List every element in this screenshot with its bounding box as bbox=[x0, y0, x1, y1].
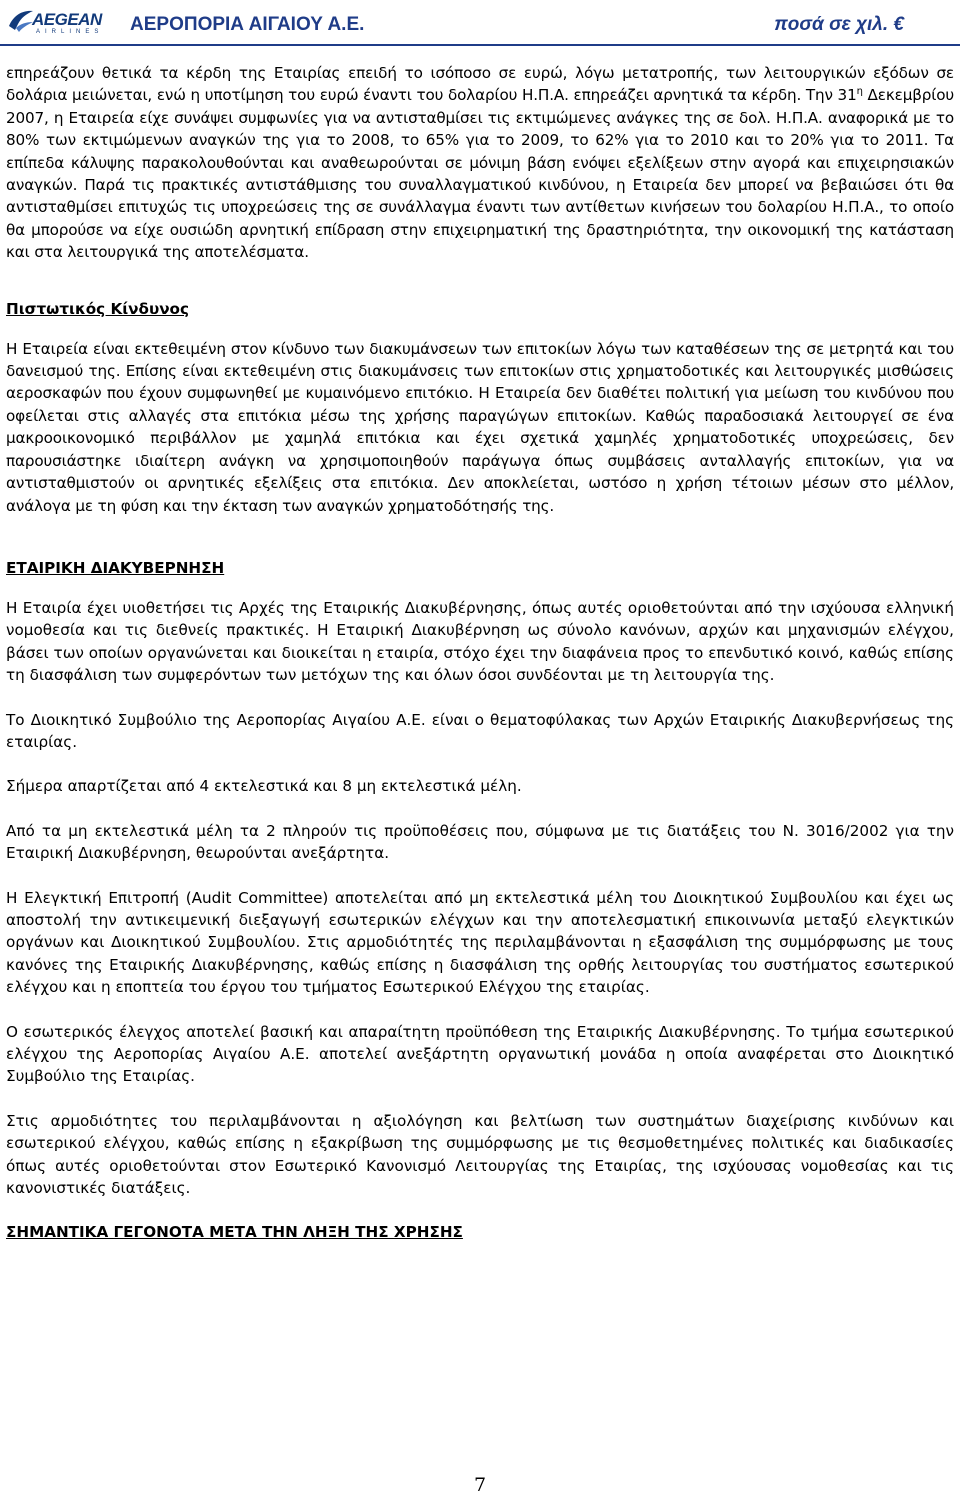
page-header bbox=[0, 0, 960, 44]
logo-subtext: AIRLINES bbox=[36, 29, 104, 35]
governance-paragraph-6: Ο εσωτερικός έλεγχος αποτελεί βασική και απαραίτητη προϋπόθεση της Εταιρικής Διακυβέρνησης. Το τμήμα εσωτερικού ελέγχου της Αεροπορίας Αιγαίου Α.Ε. αποτελεί ανεξάρτητη οργανωτική μονάδα η οποία αναφέρεται στο Διοικητικό Συμβούλιο της Εταιρίας. bbox=[6, 1022, 954, 1086]
ordinal-superscript: η bbox=[856, 86, 863, 98]
intro-paragraph bbox=[6, 62, 954, 264]
aegean-logo bbox=[6, 4, 104, 38]
company-name: ΑΕΡΟΠΟΡΙΑ ΑΙΓΑΙΟΥ Α.Ε. bbox=[130, 14, 365, 35]
governance-paragraph-7: Στις αρμοδιότητες του περιλαμβάνονται η αξιολόγηση και βελτίωση των συστημάτων διαχείρισης κινδύνων και εσωτερικού ελέγχου, καθώς επίσης η εξακρίβωση της συμμόρφωσης με τις θεσμοθετημένες πολιτικές και διαδικασίες όπως αυτές οριοθετούνται στον Εσωτερικό Κανονισμό Λειτουργίας της Εταιρίας, της ισχύουσας νομοθεσίας και τις κανονιστικές διατάξεις. bbox=[6, 1111, 954, 1198]
credit-risk-paragraph: Η Εταιρεία είναι εκτεθειμένη στον κίνδυνο των διακυμάνσεων των επιτοκίων λόγω των καταθέσεων της σε μετρητά και του δανεισμού της. Επίσης είναι εκτεθειμένη στις διακυμάνσεις των επιτοκίων στις χρηματοδοτικές και λειτουργικές μισθώσεις αεροσκαφών που έχουν συμφωνηθεί με κυμαινόμενο επιτόκιο. Η Εταιρεία δεν διαθέτει πολιτική για μείωση του κινδύνου που οφείλεται στις αλλαγές στα επιτόκια μέσω της χρήσης παραγώγων επιτοκίων. Καθώς παραδοσιακά λειτουργεί σε ένα μακροοικονομικό περιβάλλον με χαμηλά επιτόκια και έχει σχετικά χαμηλές χρηματοδοτικές υποχρεώσεις, δεν παρουσιάστηκε ιδιαίτερη ανάγκη να χρησιμοποιηθούν παράγωγα όπως συμβάσεις ανταλλαγής επιτοκίων, για να αντισταθμιστούν οι αρνητικές εξελίξεις στα επιτόκια. Δεν αποκλείεται, ωστόσο η χρήση τέτοιων μέσων στο μέλλον, ανάλογα με τη φύση και την έκταση των αναγκών χρηματοδότησής της. bbox=[6, 339, 954, 515]
governance-heading: ΕΤΑΙΡΙΚΗ ΔΙΑΚΥΒΕΡΝΗΣΗ bbox=[6, 558, 225, 577]
governance-paragraph-3: Σήμερα απαρτίζεται από 4 εκτελεστικά και 8 μη εκτελεστικά μέλη. bbox=[6, 777, 522, 796]
governance-paragraph-5: Η Ελεγκτική Επιτροπή (Audit Committee) αποτελείται από μη εκτελεστικά μέλη του Διοικητικού Συμβουλίου και έχει ως αποστολή την αντικειμενική διεξαγωγή εσωτερικών ελέγχων και την αποτελεσματική επικοινωνία μεταξύ ελεγκτικών οργάνων και Διοικητικού Συμβουλίου. Στις αρμοδιότητές της περιλαμβάνονται η εξασφάλιση της συμμόρφωσης με τους κανόνες της Εταιρικής Διακυβέρνησης, καθώς επίσης η διασφάλιση της ορθής λειτουργίας του συστήματος εσωτερικού ελέγχου και η εποπτεία του έργου του τμήματος Εσωτερικού Ελέγχου της εταιρίας. bbox=[6, 888, 954, 997]
logo-wordmark: AEGEAN bbox=[32, 10, 102, 29]
header-divider bbox=[0, 44, 960, 46]
governance-paragraph-2: Το Διοικητικό Συμβούλιο της Αεροπορίας Αιγαίου Α.Ε. είναι ο θεματοφύλακας των Αρχών Εταιρικής Διακυβερνήσεως της εταιρίας. bbox=[6, 710, 954, 751]
governance-paragraph-1: Η Εταιρία έχει υιοθετήσει τις Αρχές της Εταιρικής Διακυβέρνησης, όπως αυτές οριοθετούνται από την ισχύουσα ελληνική νομοθεσία και τις διεθνείς πρακτικές. Η Εταιρική Διακυβέρνηση ως σύνολο κανόνων, αρχών και μηχανισμών ελέγχου, βάσει των οποίων οργανώνεται και διοικείται η εταιρία, στόχο έχει την διαφάνεια προς το επενδυτικό κοινό, καθώς επίσης τη διασφάλιση των συμφερόντων των μετόχων της και όλων όσοι συνδέονται με τη λειτουργία της. bbox=[6, 598, 954, 685]
currency-note: ποσά σε χιλ. € bbox=[774, 14, 904, 35]
page-number: 7 bbox=[473, 1474, 487, 1496]
intro-text-part1: επηρεάζουν θετικά τα κέρδη της Εταιρίας επειδή το ισόποσο σε ευρώ, λόγω μετατροπής, των λειτουργικών εξόδων σε δολάρια μειώνεται, ενώ η υποτίμηση του ευρώ έναντι του δολαρίου Η.Π.Α. επηρεάζει αρνητικά τα κέρδη. Την 31 bbox=[6, 64, 954, 105]
document-body bbox=[6, 62, 954, 1243]
intro-text-part2: Δεκεμβρίου 2007, η Εταιρεία είχε συνάψει συμφωνίες για να αντισταθμίσει τις εκτιμώμενες ανάγκες της σε δολ. Η.Π.Α. αναφορικά με το 80% των εκτιμώμενων αναγκών της για το 2008, το 65% για το 2009, το 62% για το 2010 και το 20% για το 2011. Τα επίπεδα κάλυψης παρακολουθούνται και αναθεωρούνται σε μόνιμη βάση ενόψει εξελίξεων στην αγορά και επιχειρησιακών αναγκών. Παρά τις πρακτικές αντιστάθμισης του συναλλαγματικού κινδύνου, η Εταιρεία δεν μπορεί να βεβαιώσει ότι θα αντισταθμίσει επιτυχώς τις υποχρεώσεις της σε συνάλλαγμα έναντι των αντίθετων κινήσεων του δολαρίου Η.Π.Α., το οποίο θα μπορούσε να είχε ουσιώδη αρνητική επίδραση στην επιχειρηματική της δραστηριότητα, την οικονομική της κατάσταση και στα λειτουργικά της αποτελέσματα. bbox=[6, 86, 955, 262]
events-heading: ΣΗΜΑΝΤΙΚΑ ΓΕΓΟΝΟΤΑ ΜΕΤΑ ΤΗΝ ΛΗΞΗ ΤΗΣ ΧΡΗΣΗΣ bbox=[6, 1223, 463, 1242]
governance-paragraph-4: Από τα μη εκτελεστικά μέλη τα 2 πληρούν τις προϋποθέσεις που, σύμφωνα με τις διατάξεις του Ν. 3016/2002 για την Εταιρική Διακυβέρνηση, θεωρούνται ανεξάρτητα. bbox=[6, 821, 954, 863]
credit-risk-heading: Πιστωτικός Κίνδυνος bbox=[6, 299, 189, 318]
